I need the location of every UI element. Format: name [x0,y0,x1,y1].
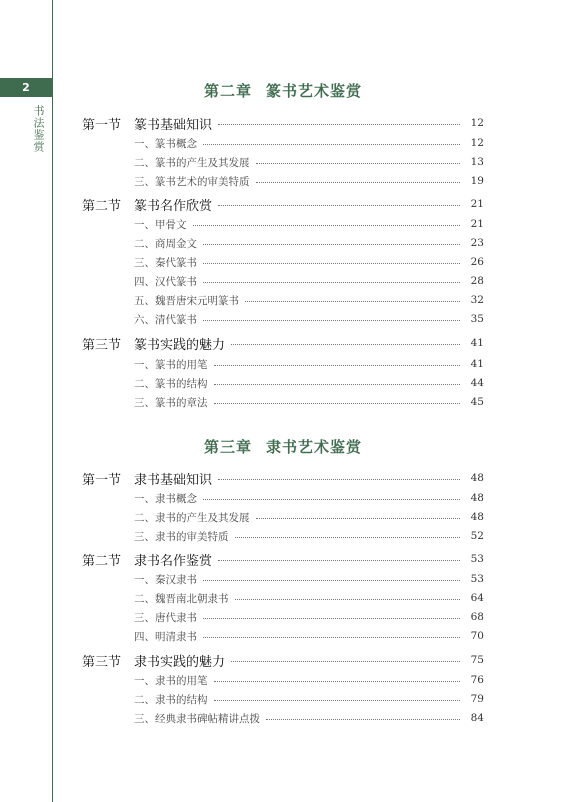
item-title: 二、隶书的结构 [134,693,208,706]
toc-item-row[interactable] [82,253,484,271]
dot-leader [231,660,460,662]
page-ref: 52 [470,530,484,542]
item-title: 一、秦汉隶书 [134,573,197,586]
item-title: 三、唐代隶书 [134,611,197,624]
section-number: 第二节 [82,553,122,569]
page-ref: 64 [470,592,484,604]
toc-item-row[interactable] [82,589,484,607]
item-title: 三、秦代篆书 [134,256,197,269]
dot-leader [203,617,460,619]
chapter-heading [82,436,484,457]
page-ref: 44 [470,377,484,389]
dot-leader [266,718,460,720]
dot-leader [214,699,461,701]
toc-item-row[interactable] [82,489,484,507]
dot-leader [214,364,461,366]
item-title: 三、篆书的章法 [134,396,208,409]
toc-item-row[interactable] [82,374,484,392]
chapter-title: 隶书艺术鉴赏 [266,438,363,456]
page-ref: 41 [470,337,484,349]
item-title: 二、商周金文 [134,237,197,250]
dot-leader [218,123,460,125]
item-title: 二、篆书的结构 [134,377,208,390]
item-title: 二、隶书的产生及其发展 [134,511,250,524]
page-ref: 68 [470,611,484,623]
toc-item-row[interactable] [82,627,484,645]
page-ref: 19 [470,175,484,187]
section-title: 隶书实践的魅力 [134,654,226,670]
dot-leader [218,559,460,561]
dot-leader [203,143,460,145]
page-ref: 75 [470,654,484,666]
toc-item-row[interactable] [82,355,484,373]
page-ref: 45 [470,396,484,408]
page-ref: 12 [470,137,484,149]
section-title: 隶书基础知识 [134,472,213,488]
item-title: 三、篆书艺术的审美特质 [134,175,250,188]
toc-item-row[interactable] [82,234,484,252]
page-ref: 26 [470,256,484,268]
dot-leader [214,402,461,404]
toc-item-row[interactable] [82,393,484,411]
item-title: 一、篆书的用笔 [134,358,208,371]
section-number: 第三节 [82,337,122,353]
section-number: 第三节 [82,654,122,670]
item-title: 四、明清隶书 [134,630,197,643]
item-title: 一、隶书的用笔 [134,674,208,687]
section-number: 第一节 [82,472,122,488]
page-ref: 23 [470,237,484,249]
page-number-badge: 2 [0,78,52,97]
item-title: 三、隶书的审美特质 [134,530,229,543]
toc-item-row[interactable] [82,508,484,526]
page-ref: 48 [470,472,484,484]
toc-section-row[interactable] [82,114,484,132]
item-title: 五、魏晋唐宋元明篆书 [134,294,239,307]
dot-leader [218,478,460,480]
dot-leader [218,204,460,206]
section-number: 第一节 [82,117,122,133]
toc-section-row[interactable] [82,469,484,487]
page-ref: 21 [470,218,484,230]
chapter-number: 第二章 [203,82,252,100]
page-ref: 53 [470,573,484,585]
toc-item-row[interactable] [82,291,484,309]
section-title: 隶书名作鉴赏 [134,553,213,569]
page-ref: 70 [470,630,484,642]
dot-leader [203,579,460,581]
chapter-title: 篆书艺术鉴赏 [266,82,363,100]
page-ref: 35 [470,313,484,325]
toc-item-row[interactable] [82,172,484,190]
dot-leader [203,262,460,264]
toc-item-row[interactable] [82,310,484,328]
dot-leader [203,243,460,245]
dot-leader [203,281,460,283]
section-title: 篆书基础知识 [134,117,213,133]
page-ref: 28 [470,275,484,287]
item-title: 三、经典隶书碑帖精讲点拨 [134,712,260,725]
toc-section-row[interactable] [82,651,484,669]
toc-item-row[interactable] [82,527,484,545]
dot-leader [214,680,461,682]
page-ref: 79 [470,693,484,705]
item-title: 六、清代篆书 [134,313,197,326]
page-ref: 48 [470,492,484,504]
item-title: 四、汉代篆书 [134,275,197,288]
chapter-heading [82,80,484,101]
toc-item-row[interactable] [82,671,484,689]
margin-rule [52,0,53,802]
item-title: 二、篆书的产生及其发展 [134,156,250,169]
dot-leader [256,162,461,164]
page-ref: 76 [470,674,484,686]
chapter-number: 第三章 [203,438,252,456]
toc-item-row[interactable] [82,690,484,708]
dot-leader [193,224,461,226]
item-title: 一、篆书概念 [134,137,197,150]
section-number: 第二节 [82,198,122,214]
dot-leader [231,343,460,345]
dot-leader [235,536,461,538]
dot-leader [235,598,461,600]
page-ref: 84 [470,712,484,724]
page-ref: 48 [470,511,484,523]
item-title: 二、魏晋南北朝隶书 [134,592,229,605]
toc-item-row[interactable] [82,570,484,588]
dot-leader [256,181,461,183]
toc-item-row[interactable] [82,134,484,152]
toc-item-row[interactable] [82,215,484,233]
dot-leader [203,319,460,321]
page-ref: 53 [470,553,484,565]
dot-leader [214,383,461,385]
item-title: 一、隶书概念 [134,492,197,505]
toc-item-row[interactable] [82,153,484,171]
section-title: 篆书名作欣赏 [134,198,213,214]
page-ref: 13 [470,156,484,168]
page-ref: 41 [470,358,484,370]
page-ref: 32 [470,294,484,306]
toc-item-row[interactable] [82,709,484,727]
toc-section-row[interactable] [82,334,484,352]
dot-leader [256,517,461,519]
running-book-title: 书法鉴赏 [32,105,45,153]
toc-item-row[interactable] [82,608,484,626]
toc-section-row[interactable] [82,195,484,213]
page-ref: 21 [470,198,484,210]
page-ref: 12 [470,117,484,129]
dot-leader [203,636,460,638]
section-title: 篆书实践的魅力 [134,337,226,353]
toc-section-row[interactable] [82,550,484,568]
item-title: 一、甲骨文 [134,218,187,231]
dot-leader [203,498,460,500]
dot-leader [245,300,460,302]
toc-item-row[interactable] [82,272,484,290]
